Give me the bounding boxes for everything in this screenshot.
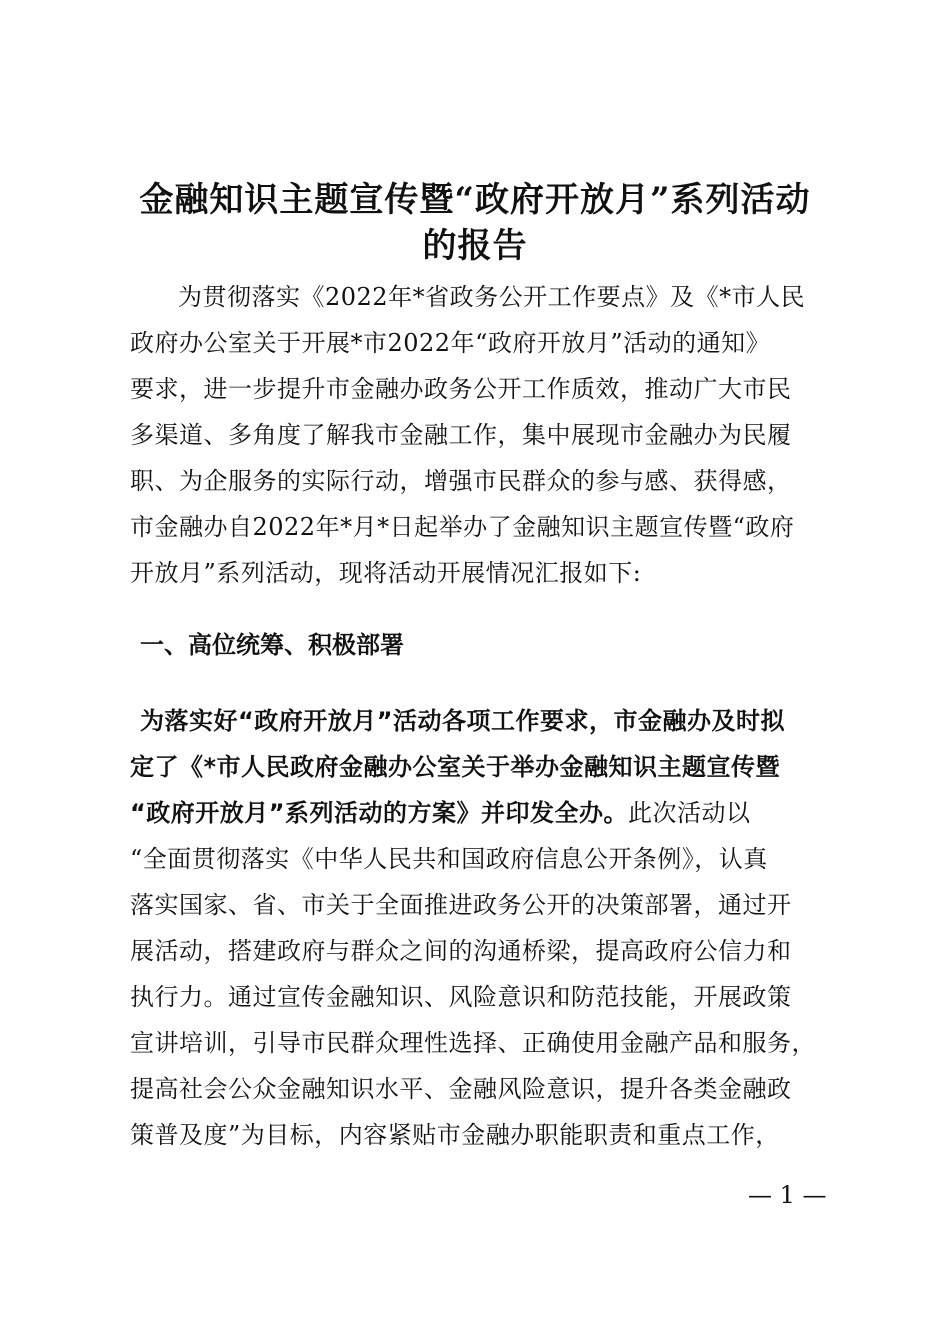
section-1-bold-line-1: 为落实好“政府开放月”活动各项工作要求，市金融办及时拟 (140, 707, 786, 735)
intro-line-6: 市金融办自2022年*月*日起举办了金融知识主题宣传暨“政府 (130, 513, 795, 541)
section-1-line-3 (130, 796, 830, 830)
section-1-line-10: 策普及度”为目标，内容紧贴市金融办职能职责和重点工作， (130, 1121, 780, 1149)
document-title-line-2: 的报告 (422, 226, 528, 266)
document-title-line-1: 金融知识主题宣传暨“政府开放月”系列活动 (139, 180, 811, 220)
section-1-bold-line-3: “政府开放月”系列活动的方案》并印发全办。 (130, 799, 629, 827)
page-number: — 1 — (748, 1181, 827, 1209)
intro-line-2: 政府办公室关于开展*市2022年“政府开放月”活动的通知》 (130, 329, 771, 357)
section-1-bold-line-2: 定了《*市人民政府金融办公室关于举办金融知识主题宣传暨 (130, 753, 781, 781)
intro-line-5: 职、为企服务的实际行动，增强市民群众的参与感、获得感， (130, 467, 792, 495)
section-1-line-7: 执行力。通过宣传金融知识、风险意识和防范技能，开展政策 (130, 983, 792, 1011)
section-1-line-9: 提高社会公众金融知识水平、金融风险意识，提升各类金融政 (130, 1075, 792, 1103)
intro-line-1: 为贯彻落实《2022年*省政务公开工作要点》及《*市人民 (178, 283, 806, 311)
section-1-heading: 一、高位统筹、积极部署 (140, 631, 404, 659)
intro-line-3: 要求，进一步提升市金融办政务公开工作质效，推动广大市民 (130, 375, 792, 403)
section-1-line-8: 宣讲培训，引导市民群众理性选择、正确使用金融产品和服务， (130, 1029, 816, 1057)
section-1-line-5: 落实国家、省、市关于全面推进政务公开的决策部署，通过开 (130, 891, 792, 919)
intro-line-7: 开放月”系列活动，现将活动开展情况汇报如下: (130, 559, 642, 587)
section-1-line-6: 展活动，搭建政府与群众之间的沟通桥梁，提高政府公信力和 (130, 937, 792, 965)
intro-line-4: 多渠道、多角度了解我市金融工作，集中展现市金融办为民履 (130, 421, 792, 449)
section-1-line-4: “全面贯彻落实《中华人民共和国政府信息公开条例》，认真 (130, 845, 768, 873)
section-1-line-3-rest: 此次活动以 (628, 799, 751, 827)
